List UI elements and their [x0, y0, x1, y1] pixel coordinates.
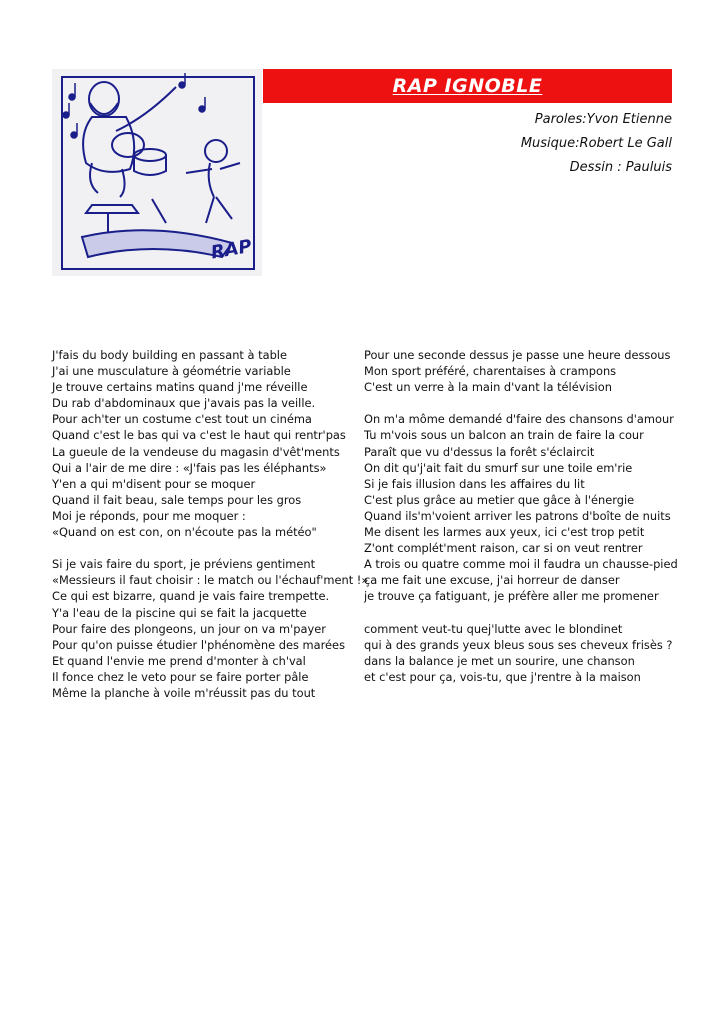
credit-lyrics: Paroles:Yvon Etienne [534, 112, 672, 127]
lyric-line: «Quand on est con, on n'écoute pas la météo" [52, 525, 317, 540]
lyric-line: Même la planche à voile m'réussit pas du tout [52, 685, 316, 700]
credit-music: Musique:Robert Le Gall [520, 136, 672, 151]
lyric-line: Qui a l'air de me dire : «J'fais pas les éléphants» [52, 460, 327, 475]
lyric-line: Du rab d'abdominaux que j'avais pas la veille. [52, 396, 316, 411]
credits [521, 108, 672, 180]
lyric-line: Quand ils'm'voient arriver les patrons d'boîte de nuits [364, 508, 671, 523]
rap-badge: RAP [209, 235, 254, 264]
lyric-line: Pour une seconde dessus je passe une heure dessous [364, 348, 671, 362]
lyric-line: comment veut-tu quej'lutte avec le blondinet [364, 621, 623, 636]
lyric-line: Quand il fait beau, sale temps pour les gros [52, 492, 302, 507]
lyric-line: et c'est pour ça, vois-tu, que j'rentre à la maison [364, 669, 641, 684]
lyric-line: Y'a l'eau de la piscine qui se fait la jacquette [52, 605, 307, 620]
lyric-line: Je trouve certains matins quand j'me réveille [52, 380, 308, 395]
lyric-line: On dit qu'j'ait fait du smurf sur une toile em'rie [364, 460, 633, 475]
lyric-line: Ce qui est bizarre, quand je vais faire trempette. [52, 589, 330, 604]
lyric-line: Tu m'vois sous un balcon an train de faire la cour [364, 428, 644, 443]
lyric-line: «Messieurs il faut choisir : le match ou l'échauf'ment !» [52, 573, 369, 588]
stanza-gap [364, 395, 684, 411]
credit-drawing: Dessin : Pauluis [569, 160, 672, 175]
lyric-line: je trouve ça fatiguant, je préfère aller me promener [364, 589, 659, 604]
lyric-line: On m'a môme demandé d'faire des chansons d'amour [364, 412, 674, 427]
lyric-line: Pour faire des plongeons, un jour on va m'payer [52, 621, 326, 636]
lyric-line: Quand c'est le bas qui va c'est le haut qui rentr'pas [52, 428, 346, 443]
lyric-line: ça me fait une excuse, j'ai horreur de danser [364, 573, 620, 588]
lyric-line: C'est plus grâce au metier que gâce à l'énergie [364, 492, 635, 507]
lyric-line: Si je vais faire du sport, je préviens gentiment [52, 557, 316, 572]
stanza-gap [52, 540, 354, 556]
lyric-line: Il fonce chez le veto pour se faire porter pâle [52, 669, 309, 684]
lyric-line: Z'ont complét'ment raison, car si on veut rentrer [364, 541, 643, 556]
lyric-line: Mon sport préféré, charentaises à crampons [364, 364, 617, 379]
lyric-line: Me disent les larmes aux yeux, ici c'est trop petit [364, 525, 645, 540]
cartoon-illustration [52, 69, 262, 276]
lyric-line: Pour qu'on puisse étudier l'phénomène des marées [52, 637, 346, 652]
lyric-line: Si je fais illusion dans les affaires du lit [364, 476, 585, 491]
lyric-line: dans la balance je met un sourire, une chanson [364, 653, 635, 668]
lyrics-column-left [52, 347, 369, 701]
lyric-line: Moi je réponds, pour me moquer : [52, 508, 246, 523]
lyric-line: A trois ou quatre comme moi il faudra un chausse-pied [364, 557, 678, 572]
lyric-line: Et quand l'envie me prend d'monter à ch'val [52, 653, 306, 668]
lyric-line: Y'en a qui m'disent pour se moquer [52, 476, 256, 491]
lyrics-column-right [364, 347, 684, 685]
lyric-line: J'fais du body building en passant à table [52, 348, 287, 362]
title-banner [263, 69, 672, 103]
lyric-line: J'ai une musculature à géométrie variable [52, 364, 291, 379]
lyric-line: Paraît que vu d'dessus la forêt s'éclaircit [364, 444, 595, 459]
lyric-line: qui à des grands yeux bleus sous ses cheveux frisès ? [364, 637, 673, 652]
lyric-line: Pour ach'ter un costume c'est tout un cinéma [52, 412, 312, 427]
stanza-gap [364, 605, 684, 621]
song-title: RAP IGNOBLE [392, 75, 543, 97]
lyric-line: C'est un verre à la main d'vant la télévision [364, 380, 612, 395]
cartoon-drawing [52, 69, 262, 276]
lyric-line: La gueule de la vendeuse du magasin d'vêt'ments [52, 444, 340, 459]
